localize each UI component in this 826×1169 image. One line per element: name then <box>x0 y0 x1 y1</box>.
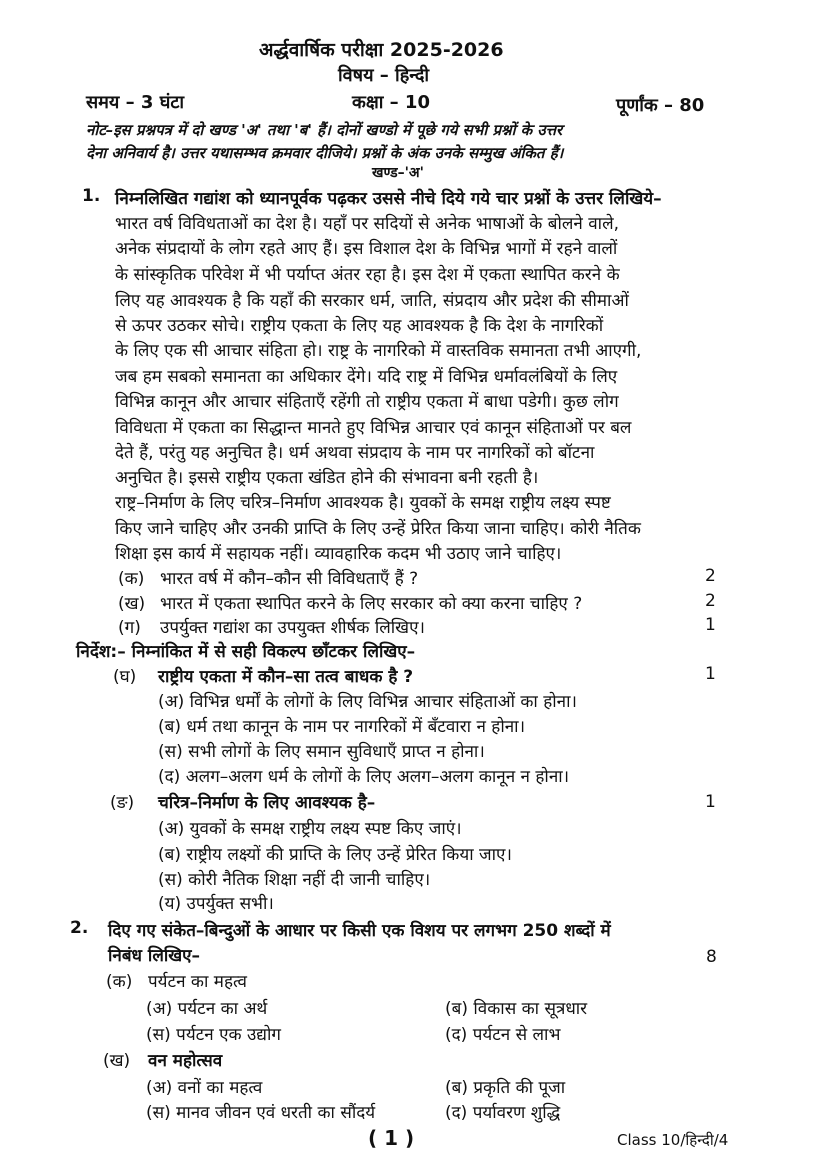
passage-line: राष्ट्र–निर्माण के लिए चरित्र–निर्माण आवश्यक है। युवकों के समक्ष राष्ट्रीय लक्ष्य स्पष्ट <box>115 493 611 513</box>
question-1-number: 1. <box>82 186 101 206</box>
topic-kha-label: (ख) <box>103 1051 131 1071</box>
passage-line: शिक्षा इस कार्य में सहायक नहीं। व्यावहारिक कदम भी उठाए जाने चाहिए। <box>115 544 562 564</box>
topic-ka-title: पर्यटन का महत्व <box>148 972 247 992</box>
topic-point: (द) पर्यटन से लाभ <box>445 1025 561 1045</box>
topic-point: (द) पर्यावरण शुद्धि <box>445 1103 561 1123</box>
passage-line: के लिए एक सी आचार संहिता हो। राष्ट्र के नागरिको में वास्तविक समानता तभी आएगी, <box>115 341 642 361</box>
subq-ka-text: भारत वर्ष में कौन–कौन सी विविधताएँ हैं ? <box>160 569 419 589</box>
exam-title: अर्द्धवार्षिक परीक्षा 2025-2026 <box>259 39 504 61</box>
subq-nga-text: चरित्र–निर्माण के लिए आवश्यक है– <box>158 793 376 813</box>
subq-gha-text: राष्ट्रीय एकता में कौन–सा तत्व बाधक है ? <box>158 667 414 687</box>
note-line-1: नोट–इस प्रश्नपत्र में दो खण्ड 'अ' तथा 'ब' हैं। दोनों खण्डो में पूछे गये सभी प्रश्नों के उत्तर <box>86 121 563 139</box>
option: (द) अलग–अलग धर्म के लोगों के लिए अलग–अलग कानून न होना। <box>158 767 570 787</box>
topic-point: (अ) पर्यटन का अर्थ <box>146 999 268 1019</box>
subq-gha-marks: 1 <box>705 664 716 684</box>
option: (य) उपर्युक्त सभी। <box>158 894 274 914</box>
question-2-number: 2. <box>70 918 89 938</box>
topic-ka-label: (क) <box>106 972 133 992</box>
question-1-instruction: निम्नलिखित गद्यांश को ध्यानपूर्वक पढ़कर उससे नीचे दिये गये चार प्रश्नों के उत्तर लिखिये– <box>115 189 662 209</box>
subq-ga-label: (ग) <box>118 618 141 638</box>
subq-ga-marks: 1 <box>705 615 716 635</box>
option: (अ) विभिन्न धर्मों के लोगों के लिए विभिन्न आचार संहिताओं का होना। <box>158 692 577 712</box>
class-label: कक्षा – 10 <box>352 92 430 113</box>
subq-kha-marks: 2 <box>705 591 716 611</box>
paper-code: Class 10/हिन्दी/4 <box>617 1131 729 1149</box>
subq-nga-marks: 1 <box>705 792 716 812</box>
section-heading: खण्ड–'अ' <box>372 165 424 181</box>
passage-line: भारत वर्ष विविधताओं का देश है। यहाँ पर सदियों से अनेक भाषाओं के बोलने वाले, <box>115 214 619 234</box>
topic-point: (ब) विकास का सूत्रधार <box>445 999 588 1019</box>
question-2-line-1: दिए गए संकेत–बिन्दुओं के आधार पर किसी एक विशय पर लगभग 250 शब्दों में <box>108 921 611 941</box>
subq-ka-label: (क) <box>118 569 145 589</box>
subq-kha-text: भारत में एकता स्थापित करने के लिए सरकार को क्या करना चाहिए ? <box>160 594 583 614</box>
option: (स) सभी लोगों के लिए समान सुविधाएँ प्राप्त न होना। <box>158 742 485 762</box>
passage-line: अनेक संप्रदायों के लोग रहते आए हैं। इस विशाल देश के विभिन्न भागों में रहने वालों <box>115 239 618 259</box>
max-marks: पूर्णांक – 80 <box>616 95 705 116</box>
note-line-2: देना अनिवार्य है। उत्तर यथासम्भव क्रमवार दीजिये। प्रश्नों के अंक उनके सम्मुख अंकित हैं। <box>86 144 564 162</box>
topic-point: (स) मानव जीवन एवं धरती का सौंदर्य <box>146 1103 376 1123</box>
subject: विषय – हिन्दी <box>338 65 430 86</box>
passage-line: अनुचित है। इससे राष्ट्रीय एकता खंडित होने की संभावना बनी रहती है। <box>115 468 539 488</box>
passage-line: जब हम सबको समानता का अधिकार देंगे। यदि राष्ट्र में विभिन्न धर्मावलंबियों के लिए <box>115 367 618 387</box>
passage-line: से ऊपर उठकर सोचे। राष्ट्रीय एकता के लिए यह आवश्यक है कि देश के नागरिकों <box>115 316 604 336</box>
subq-ka-marks: 2 <box>705 566 716 586</box>
option: (ब) राष्ट्रीय लक्ष्यों की प्राप्ति के लिए उन्हें प्रेरित किया जाए। <box>158 845 512 865</box>
subq-gha-label: (घ) <box>113 667 137 687</box>
page-number: ( 1 ) <box>368 1126 415 1150</box>
option: (अ) युवकों के समक्ष राष्ट्रीय लक्ष्य स्पष्ट किए जाएं। <box>158 819 462 839</box>
question-2-marks: 8 <box>706 947 717 967</box>
topic-kha-title: वन महोत्सव <box>148 1051 223 1071</box>
direction: निर्देश:– निम्नांकित में से सही विकल्प छाँटकर लिखिए– <box>76 642 416 662</box>
subq-nga-label: (ङ) <box>110 793 135 813</box>
topic-point: (स) पर्यटन एक उद्योग <box>146 1025 281 1045</box>
passage-line: विविधता में एकता का सिद्धान्त मानते हुए विभिन्न आचार एवं कानून संहिताओं पर बल <box>115 418 632 438</box>
passage-line: देते हैं, परंतु यह अनुचित है। धर्म अथवा संप्रदाय के नाम पर नागरिकों को बॉटना <box>115 443 595 463</box>
topic-point: (ब) प्रकृति की पूजा <box>445 1078 566 1098</box>
passage-line: के सांस्कृतिक परिवेश में भी पर्याप्त अंतर रहा है। इस देश में एकता स्थापित करने के <box>115 265 620 285</box>
subq-kha-label: (ख) <box>118 594 146 614</box>
subq-ga-text: उपर्युक्त गद्यांश का उपयुक्त शीर्षक लिखिए। <box>160 618 425 638</box>
passage-line: विभिन्न कानून और आचार संहिताएँ रहेंगी तो राष्ट्रीय एकता में बाधा पडेगी। कुछ लोग <box>115 392 619 412</box>
option: (स) कोरी नैतिक शिक्षा नहीं दी जानी चाहिए। <box>158 870 431 890</box>
passage-line: लिए यह आवश्यक है कि यहाँ की सरकार धर्म, जाति, संप्रदाय और प्रदेश की सीमाओं <box>115 291 629 311</box>
question-2-line-2: निबंध लिखिए– <box>108 946 201 966</box>
time-allowed: समय – 3 घंटा <box>86 92 185 113</box>
option: (ब) धर्म तथा कानून के नाम पर नागरिकों में बँटवारा न होना। <box>158 717 526 737</box>
topic-point: (अ) वनों का महत्व <box>146 1078 263 1098</box>
passage-line: किए जाने चाहिए और उनकी प्राप्ति के लिए उन्हें प्रेरित किया जाना चाहिए। कोरी नैतिक <box>115 519 641 539</box>
